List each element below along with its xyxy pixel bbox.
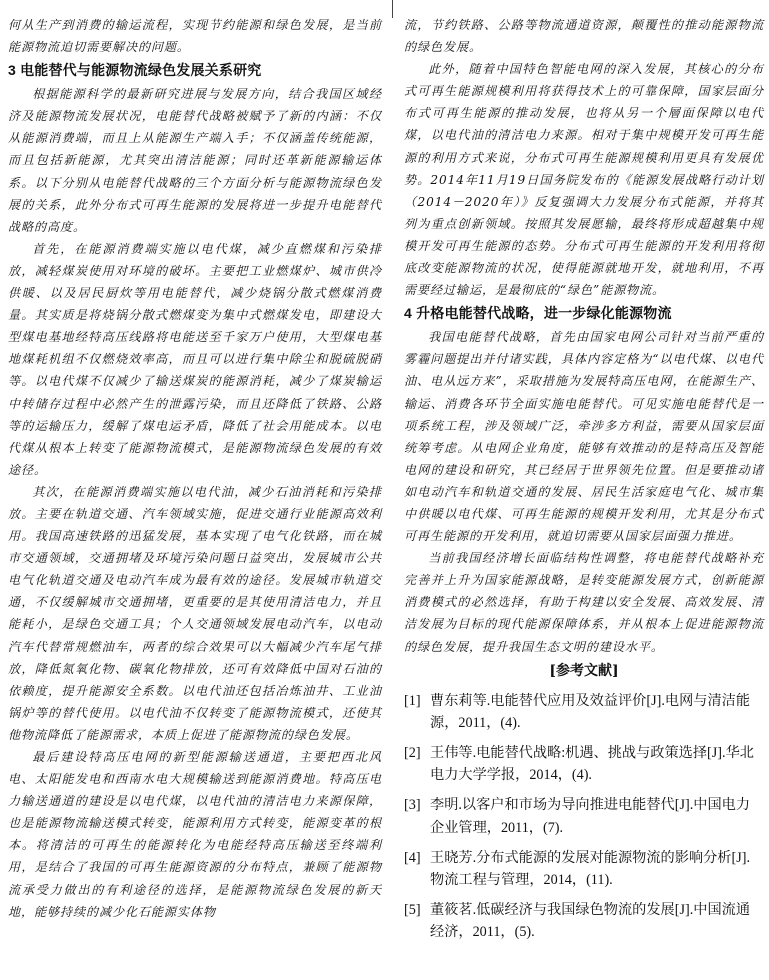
section-4-heading: 4 升格电能替代战略，进一步绿化能源物流 bbox=[404, 305, 672, 322]
section-3-paragraph-4: 最后建设特高压电网的新型能源输送通道，主要把西北风电、太阳能发电和西南水电大规模输送到能源消费地。特高压电力输送通道的建设是以电代煤，以电代油的清洁电力来源保障，也是能源物流输送模式转变，能源利用方式转变，能源变革的根本。将清洁的可再生的能源转化为电能经特高压输送至终端利用，是结合了我国的可再生能源资源的分布特点，兼顾了能源物流承受力做出的有利途径的选择，是能源物流绿色发展的新天地，能够持续的减少化石能源实体物 bbox=[8, 750, 382, 919]
continued-paragraph: 流，节约铁路、公路等物流通道资源，颠覆性的推动能源物流的绿色发展。 bbox=[404, 18, 764, 55]
reference-item bbox=[404, 847, 764, 891]
reference-number: [1] bbox=[404, 692, 421, 709]
section-3-heading: 3 电能替代与能源物流绿色发展关系研究 bbox=[8, 62, 262, 79]
references-list bbox=[404, 690, 764, 944]
section-4-paragraph-1: 我国电能替代战略，首先由国家电网公司针对当前严重的雾霾问题提出并付诸实践，具体内容定格为“以电代煤、以电代油、电从远方来”，采取措施为发展特高压电网，在能源生产、输运、消费各环节全面实施电能替代。可见实施电能替代是一项系统工程，涉及领域广泛，牵涉多方利益，需要从国家层面统筹考虑。从电网企业角度，能够有效推动的是特高压及智能电网的建设和研究，其已经居于世界领先位置。但是要推动诸如电动汽车和轨道交通的发展、居民生活家庭电气化、城市集中供暖以电代煤、可再生能源的规模开发利用，尤其是分布式可再生能源的开发利用，就迫切需要从国家层面强力推进。 bbox=[404, 330, 764, 544]
reference-item bbox=[404, 690, 764, 734]
section-3-paragraph-2: 首先，在能源消费端实施以电代煤，减少直燃煤和污染排放，减轻煤炭使用对环境的破坏。主要把工业燃煤炉、城市供冷供暖、以及居民厨炊等用电能替代，减少烧锅分散式燃煤消费量。其实质是将烧锅分散式燃煤变为集中式燃煤发电，即建设大型煤电基地经特高压线路将电能送至千家万户使用，大型煤电基地煤耗机组不仅燃烧效率高，而且可以进行集中除尘和脱硫脱硝等。以电代煤不仅减少了输送煤炭的能源消耗，减少了煤炭输运中转储存过程中必然产生的泄露污染，而且还降低了铁路、公路等的运输压力，缓解了煤电运矛盾，降低了社会用能成本。以电代煤从根本上转变了能源物流模式，是能源物流绿色发展的有效途径。 bbox=[8, 241, 382, 477]
reference-text: 王伟等.电能替代战略:机遇、挑战与政策选择[J].华北电力大学学报，2014，(4). bbox=[430, 745, 754, 784]
reference-text: 董筱茗.低碳经济与我国绿色物流的发展[J].中国流通经济，2011，(5). bbox=[430, 902, 751, 941]
section-3-paragraph-1: 根据能源科学的最新研究进展与发展方向，结合我国区域经济及能源物流发展状况，电能替代战略被赋予了新的内涵：不仅从能源消费端，而且上从能源生产端入手；不仅涵盖传统能源，而且包括新能源，尤其突出清洁能源；同时还革新能源输运体系。以下分别从电能替代战略的三个方面分析与能源物流绿色发展的关系，此外分布式可再生能源的发展将进一步提升电能替代战略的高度。 bbox=[8, 87, 382, 234]
reference-text: 李明.以客户和市场为导向推进电能替代[J].中国电力企业管理，2011，(7). bbox=[430, 797, 751, 836]
right-column bbox=[404, 14, 764, 944]
reference-item bbox=[404, 899, 764, 943]
reference-item bbox=[404, 794, 764, 838]
column-divider bbox=[392, 0, 393, 18]
reference-number: [5] bbox=[404, 902, 421, 919]
intro-tail-paragraph: 何从生产到消费的输运流程，实现节约能源和绿色发展，是当前能源物流迫切需要解决的问题。 bbox=[8, 18, 382, 55]
reference-text: 王晓芳.分布式能源的发展对能源物流的影响分析[J].物流工程与管理，2014，(11). bbox=[430, 849, 751, 889]
reference-number: [4] bbox=[404, 849, 421, 866]
section-3-paragraph-3: 其次，在能源消费端实施以电代油，减少石油消耗和污染排放。主要在轨道交通、汽车领域实施，促进交通行业能源高效利用。我国高速铁路的迅猛发展，基本实现了电气化铁路，而在城市交通领域，交通拥堵及环境污染问题日益突出，发展城市公共电气化轨道交通及电动汽车成为最有效的途径。发展城市轨道交通，不仅缓解城市交通拥堵，更重要的是其使用清洁电力，并且能耗小，是绿色交通工具；个人交通领域发展电动汽车，以电动汽车代替常规燃油车，两者的综合效果可以大幅减少汽车尾气排放，降低氮氧化物、碳氧化物排放，还可有效降低中国对石油的依赖度，提升能源安全系数。以电代油还包括冶炼油井、工业油锅炉等的替代使用。以电代油不仅转变了能源物流模式，还使其他物流降低了能源需求，本质上促进了能源物流的绿色发展。 bbox=[8, 484, 382, 742]
section-4-paragraph-2: 当前我国经济增长面临结构性调整，将电能替代战略补充完善并上升为国家能源战略，是转变能源发展方式，创新能源消费模式的必然选择，有助于构建以安全发展、高效发展、清洁发展为目标的现代能源保障体系，并从根本上促进能源物流的绿色发展，提升我国生态文明的建设水平。 bbox=[404, 551, 764, 654]
left-column bbox=[8, 14, 382, 923]
section-3-paragraph-5: 此外，随着中国特色智能电网的深入发展，其核心的分布式可再生能源规模利用将获得技术上的可靠保障，国家层面分布式可再生能源的推动发展，也将从另一个層面保障以电代煤，以电代油的清洁电力来源。相对于集中规模开发可再生能源的利用方式来说，分布式可再生能源规模利用更具有发展优势。2014年11月19日国务院发布的《能源发展战略行动计划（2014－2020年）》反复强调大力发展分布式能源，并将其列为重点创新领域。按照其发展愿输，最终将形成超越集中规模开发可再生能源的态势。分布式可再生能源的开发利用将彻底改变能源物流的状况，使得能源就地开发，就地利用，不再需要经过输运，是最彻底的“绿色”能源物流。 bbox=[404, 62, 764, 298]
reference-text: 曹东莉等.电能替代应用及效益评价[J].电网与清洁能源，2011，(4). bbox=[430, 692, 751, 731]
reference-number: [3] bbox=[404, 797, 421, 814]
references-title: [参考文献] bbox=[549, 662, 619, 679]
reference-number: [2] bbox=[404, 745, 421, 762]
reference-item bbox=[404, 742, 764, 786]
